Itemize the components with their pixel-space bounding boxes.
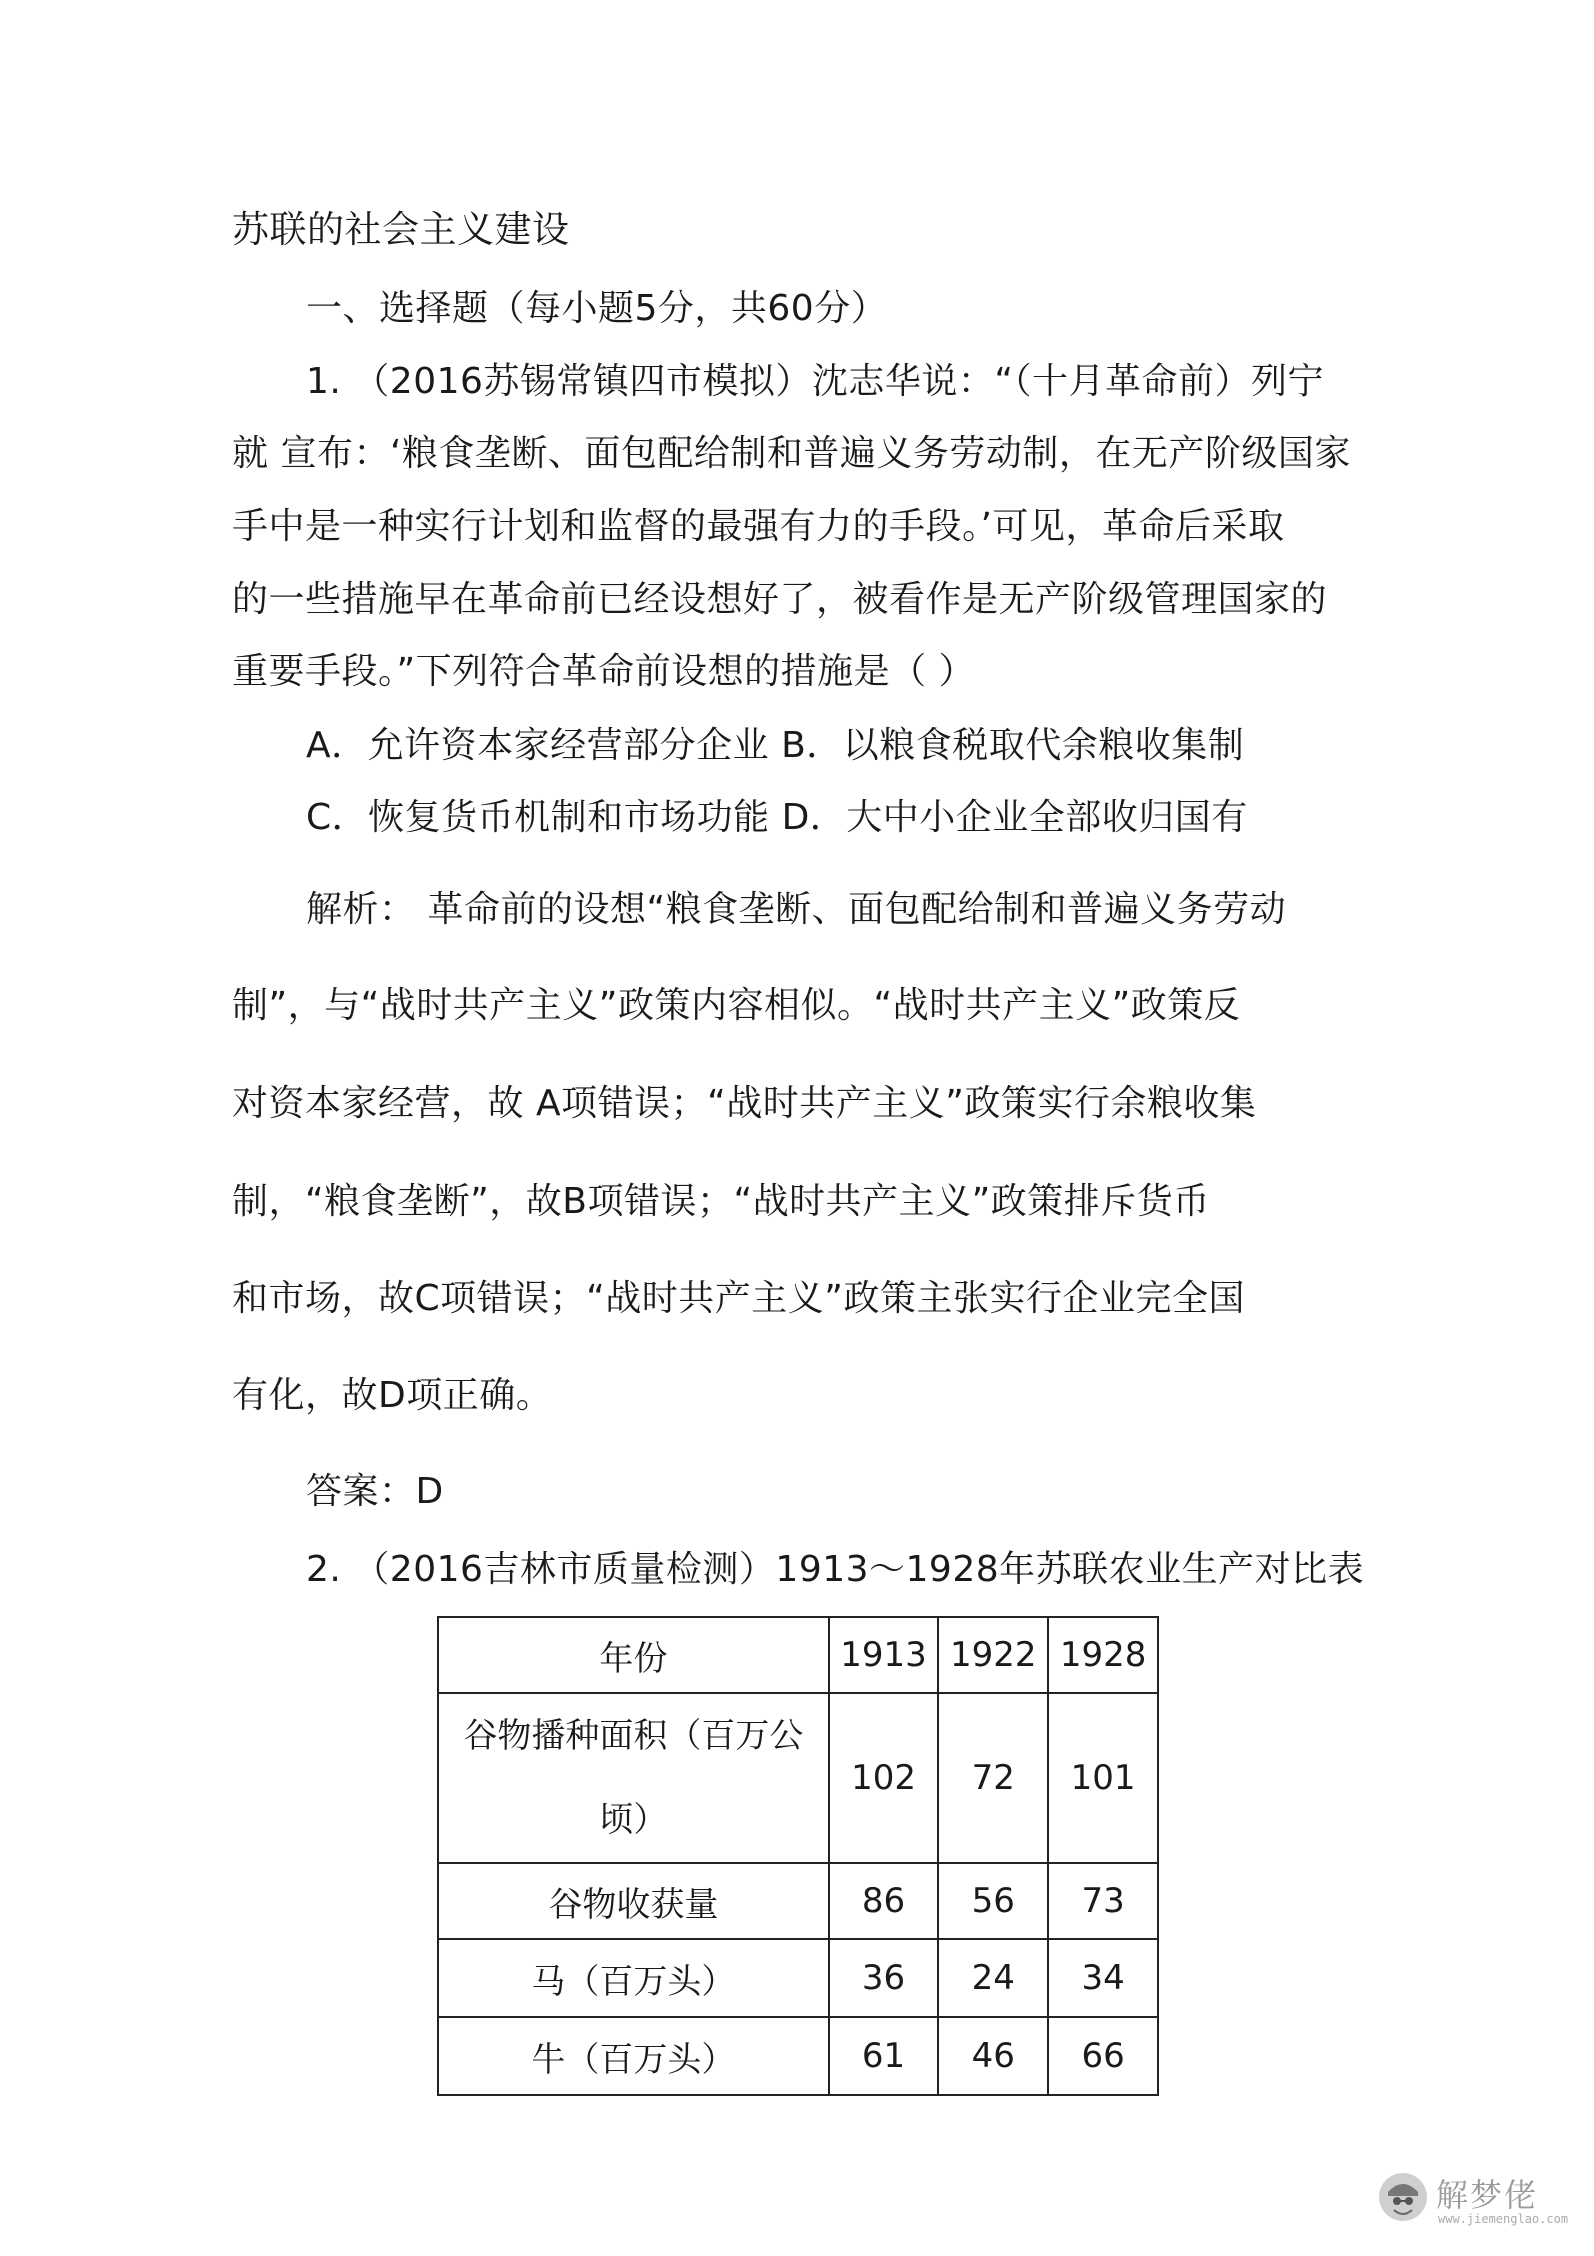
table-row-label	[438, 1693, 829, 1863]
table-row-label-line: 顷）	[599, 1800, 668, 1840]
table-header-cell: 年份	[438, 1617, 829, 1693]
q1-analysis-line-4: 制，“粮食垄断”，故B项错误；“战时共产主义”政策排斥货币	[232, 1181, 1210, 1222]
table-row-label: 马（百万头）	[438, 1939, 829, 2017]
q1-line-3: 手中是一种实行计划和监督的最强有力的手段。’可见，革命后采取	[232, 506, 1285, 547]
q1-line-5: 重要手段。”下列符合革命前设想的措施是（ ）	[232, 651, 976, 692]
table-row-label-line: 谷物播种面积（百万公	[463, 1716, 804, 1756]
table-cell: 86	[829, 1863, 939, 1939]
fortune-teller-logo-icon	[1378, 2172, 1428, 2222]
table-cell: 102	[829, 1693, 939, 1863]
table-row	[438, 1693, 1158, 1863]
table-cell: 61	[829, 2017, 939, 2095]
section-heading: 一、选择题（每小题5分，共60分）	[306, 288, 888, 329]
table-row	[438, 1939, 1158, 2017]
watermark-brand: 解梦佬	[1436, 2176, 1539, 2214]
document-title: 苏联的社会主义建设	[232, 208, 570, 251]
table-header-row	[438, 1617, 1158, 1693]
q1-analysis-line-5: 和市场，故C项错误；“战时共产主义”政策主张实行企业完全国	[232, 1278, 1245, 1319]
q1-line-2: 就 宣布：‘粮食垄断、面包配给制和普遍义务劳动制，在无产阶级国家	[232, 433, 1351, 474]
q1-analysis-line-2: 制”，与“战时共产主义”政策内容相似。“战时共产主义”政策反	[232, 985, 1241, 1026]
table-cell: 101	[1048, 1693, 1158, 1863]
table-row-label: 谷物收获量	[438, 1863, 829, 1939]
q2-heading: 2. （2016吉林市质量检测）1913〜1928年苏联农业生产对比表	[306, 1549, 1365, 1590]
table-cell: 66	[1048, 2017, 1158, 2095]
q1-line-1: 1. （2016苏锡常镇四市模拟）沈志华说：“（十月革命前）列宁	[306, 361, 1325, 402]
table-cell: 56	[938, 1863, 1048, 1939]
table-cell: 72	[938, 1693, 1048, 1863]
table-row-label: 牛（百万头）	[438, 2017, 829, 2095]
q1-analysis-line-3: 对资本家经营，故 A项错误；“战时共产主义”政策实行余粮收集	[232, 1083, 1257, 1124]
q1-answer: 答案：D	[306, 1471, 444, 1512]
agriculture-comparison-table	[437, 1616, 1159, 2096]
q1-options-line-2: C．恢复货币机制和市场功能 D．大中小企业全部收归国有	[306, 797, 1248, 838]
q1-options-line-1: A．允许资本家经营部分企业 B．以粮食税取代余粮收集制	[306, 725, 1245, 766]
q1-analysis-line-1: 解析： 革命前的设想“粮食垄断、面包配给制和普遍义务劳动	[306, 889, 1287, 930]
table-cell: 46	[938, 2017, 1048, 2095]
site-watermark	[1378, 2168, 1568, 2238]
table-row	[438, 2017, 1158, 2095]
q1-line-4: 的一些措施早在革命前已经设想好了，被看作是无产阶级管理国家的	[232, 579, 1328, 620]
table-cell: 73	[1048, 1863, 1158, 1939]
table-header-cell: 1922	[938, 1617, 1048, 1693]
table-cell: 36	[829, 1939, 939, 2017]
table-row	[438, 1863, 1158, 1939]
table-header-cell: 1928	[1048, 1617, 1158, 1693]
table-header-cell: 1913	[829, 1617, 939, 1693]
q1-analysis-line-6: 有化，故D项正确。	[232, 1375, 553, 1416]
watermark-url: www.jiemenglao.com	[1438, 2212, 1569, 2226]
table-cell: 34	[1048, 1939, 1158, 2017]
table-cell: 24	[938, 1939, 1048, 2017]
